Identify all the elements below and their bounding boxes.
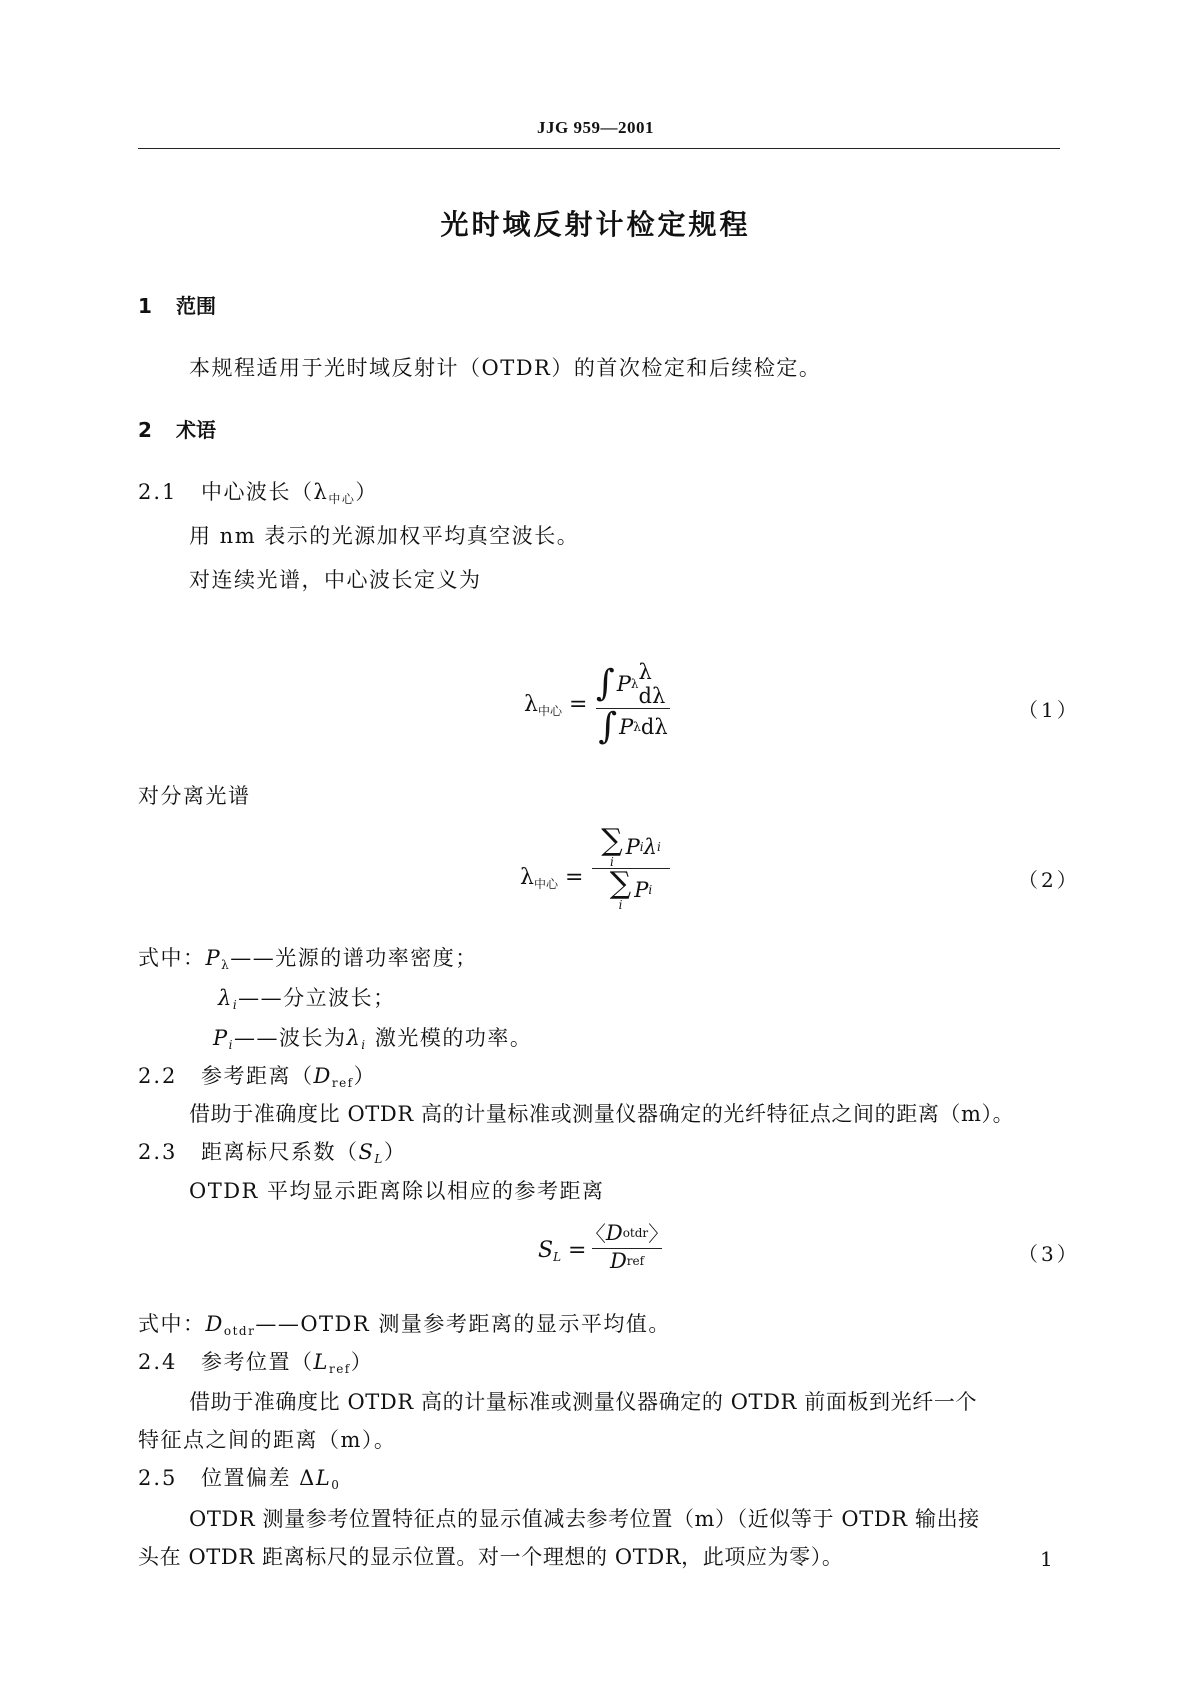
eq1-numerator: ∫ P λ λ dλ (596, 660, 666, 708)
term-2-1-heading (138, 476, 378, 507)
term-2-3-heading: 2.3 距离标尺系数（SL） (138, 1140, 407, 1166)
document-code: JJG 959—2001 (537, 118, 654, 137)
eq3-number: （3） (1018, 1242, 1080, 1266)
where1-line1: 式中：$P_\lambda——$光源的谱功率密度； (138, 946, 478, 972)
where1-line2: λi——分立波长； (218, 986, 396, 1012)
sum-sign: ∑ i (609, 866, 632, 912)
section-number: 1 (138, 294, 152, 318)
where2-line: 式中：$D_{otdr}——OTDR$ 测量参考距离的显示平均值。 (138, 1312, 671, 1338)
term-number: 2.1 (138, 480, 178, 504)
term-2-5-body-line1: OTDR 测量参考位置特征点的显示值减去参考位置（m）（近似等于 OTDR 输出接 (189, 1507, 980, 1531)
sum-sign: ∑ i (601, 823, 623, 869)
eq1-fraction (596, 660, 670, 745)
section-title: 范围 (176, 294, 216, 318)
term-2-2-body: 借助于准确度比 OTDR 高的计量标准或测量仪器确定的光纤特征点之间的距离（m）。 (189, 1102, 1015, 1126)
term-2-4-heading: 2.4 参考位置$(L_{ref})$ (138, 1350, 374, 1376)
eq3-numerator: 〈 D otdr 〉 (584, 1221, 670, 1246)
page-number: 1 (1040, 1547, 1053, 1571)
header-rule (138, 148, 1060, 149)
integral-sign: ∫ (596, 663, 615, 704)
eq2-number: （2） (1018, 868, 1080, 892)
eq2-fraction (592, 823, 670, 912)
eq2-lhs: $\lambda_{中心}$ = (520, 865, 584, 891)
term-2-1-line2: 对连续光谱，中心波长定义为 (189, 568, 482, 592)
integral-sign: ∫ (598, 706, 618, 747)
term-2-4-body-line2: 特征点之间的距离（m）。 (138, 1428, 397, 1452)
term-2-5-heading: 2.5 位置偏差 $\Delta L_0$ (138, 1466, 341, 1492)
where1-line3: Pi——波长为λi 激光模的功率。 (213, 1026, 533, 1052)
eq1-denominator: ∫ P λ dλ (598, 706, 668, 747)
term-subscript: 中心 (328, 492, 356, 506)
section-2-heading (138, 414, 216, 443)
term-2-1-line3: 对分离光谱 (138, 784, 251, 808)
eq1-lhs: $\lambda_{中心}$ = (524, 692, 588, 718)
term-2-3-body: OTDR 平均显示距离除以相应的参考距离 (189, 1179, 605, 1203)
section-title: 术语 (176, 418, 216, 442)
eq2-denominator: ∑ i P i (609, 866, 653, 912)
term-2-2-heading: 2.2 参考距离$(D_{ref})$ (138, 1064, 377, 1090)
term-2-5-body-line2: 头在 OTDR 距离标尺的显示位置。对一个理想的 OTDR，此项应为零）。 (138, 1545, 844, 1569)
term-title: 中心波长（λ (201, 480, 329, 504)
eq3-fraction (584, 1218, 670, 1273)
term-close: ） (355, 480, 378, 504)
term-2-4-body-line1: 借助于准确度比 OTDR 高的计量标准或测量仪器确定的 OTDR 前面板到光纤一个 (189, 1390, 978, 1414)
eq1-number: （1） (1018, 698, 1080, 722)
page-title: 光时域反射计检定规程 (440, 208, 751, 241)
section-1-body: 本规程适用于光时域反射计（OTDR）的首次检定和后续检定。 (189, 356, 822, 380)
section-1-heading (138, 290, 216, 319)
section-number: 2 (138, 418, 152, 442)
term-2-1-line1: 用 nm 表示的光源加权平均真空波长。 (189, 524, 580, 548)
eq3-denominator: D ref (609, 1249, 645, 1273)
eq3-lhs: SL = (538, 1238, 587, 1264)
eq2-numerator: ∑ i P i λ i (601, 823, 661, 869)
